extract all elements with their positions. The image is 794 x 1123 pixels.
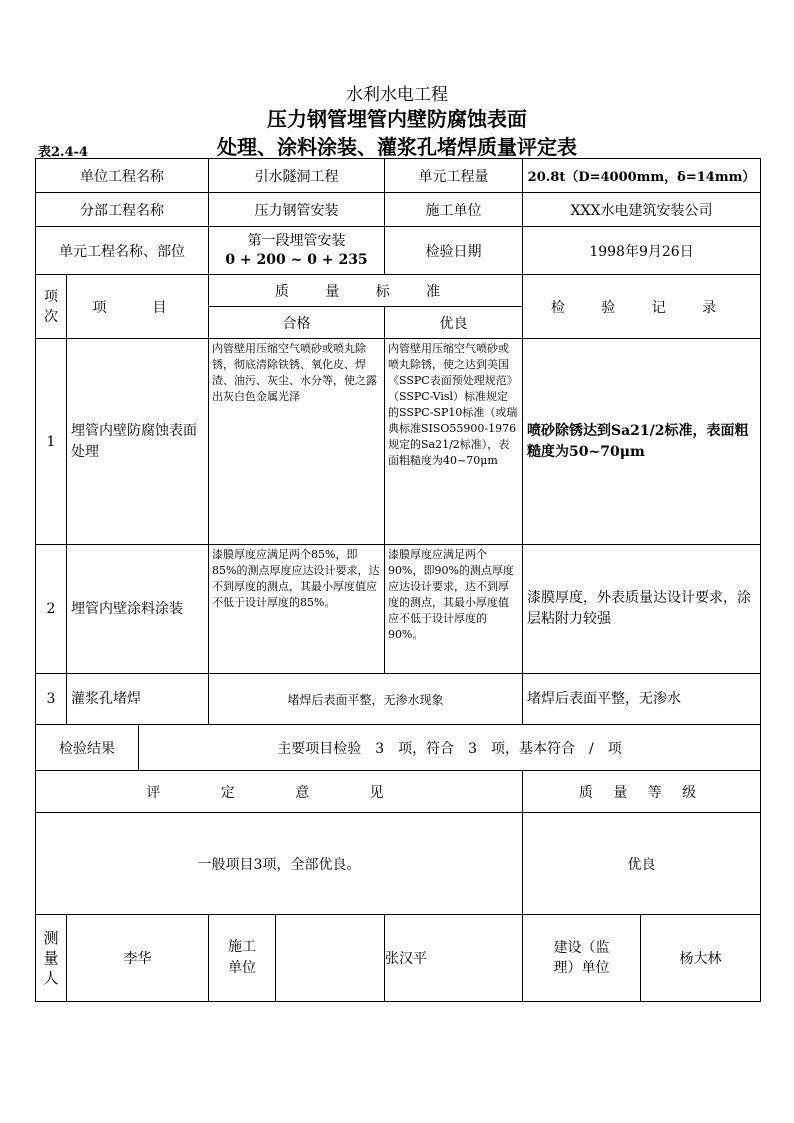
excellent-header: 优良 (385, 307, 523, 339)
result-row (36, 725, 761, 771)
row1-record: 喷砂除锈达到Sa21/2标准，表面粗糙度为50~70μm (523, 339, 761, 545)
row2-no: 2 (36, 545, 67, 674)
record-header: 检 验 记 录 (523, 275, 761, 339)
construction-value (385, 915, 523, 1002)
unit-quantity-label: 单元工程量 (385, 159, 523, 193)
row3-no: 3 (36, 674, 67, 725)
column-header-row-1 (36, 275, 761, 307)
result-label: 检验结果 (36, 725, 139, 771)
division-value: 压力钢管安装 (209, 193, 385, 227)
row1-qualified: 内管壁用压缩空气喷砂或喷丸除锈，彻底清除铁锈、氧化皮、焊渣、油污、灰尘、水分等，使之露出灰白色金属光泽 (209, 339, 385, 545)
surveyor-value: 李华 (67, 915, 209, 1002)
contractor-value: XXX水电建筑安装公司 (523, 193, 761, 227)
seq-header: 项次 (36, 275, 67, 339)
construction-signer: 张汉平 (385, 951, 427, 967)
supervisor-label: 建设（监理）单位 (523, 915, 641, 1002)
construction-spacer (276, 915, 384, 1001)
opinion-value: 一般项目3项，全部优良。 (36, 813, 523, 915)
evaluation-value-row (36, 813, 761, 915)
division-label: 分部工程名称 (36, 193, 209, 227)
supervisor-value: 杨大林 (641, 915, 761, 1002)
row2-record: 漆膜厚度，外表质量达设计要求，涂层粘附力较强 (523, 545, 761, 674)
row1-excellent: 内管壁用压缩空气喷砂或喷丸除锈，使之达到美国《SSPC表面预处理规范》（SSPC-Visl）标准规定的SSPC-SP10标准（或瑞典标准SISO55900-1976规定的Sa21/2标准），表面粗糙度为40~70μm (385, 339, 523, 545)
row3-standard: 堵焊后表面平整，无渗水现象 (209, 674, 523, 725)
info-row-2 (36, 193, 761, 227)
signature-middle (209, 915, 385, 1002)
grade-value: 优良 (523, 813, 761, 915)
row1-item: 埋管内壁防腐蚀表面处理 (67, 339, 209, 545)
unit-quantity-value: 20.8t（D=4000mm，δ=14mm） (523, 159, 761, 193)
contractor-label: 施工单位 (385, 193, 523, 227)
info-row-1 (36, 159, 761, 193)
element-label: 单元工程名称、部位 (36, 227, 209, 275)
element-station: 0 + 200 ~ 0 + 235 (225, 251, 368, 268)
construction-group (209, 915, 384, 1001)
header-line1: 水利水电工程 (346, 85, 448, 105)
date-label: 检验日期 (385, 227, 523, 275)
table-row (36, 545, 761, 674)
unit-project-label: 单位工程名称 (36, 159, 209, 193)
row2-excellent: 漆膜厚度应满足两个90%，即90%的测点厚度应达设计要求，达不到厚度的测点，其最小厚度值应不低于设计厚度的90%。 (385, 545, 523, 674)
date-value: 1998年9月26日 (523, 227, 761, 275)
surveyor-label: 测量人 (36, 915, 67, 1002)
row3-item: 灌浆孔堵焊 (67, 674, 209, 725)
standard-header: 质 量 标 准 (209, 275, 523, 307)
row2-qualified: 漆膜厚度应满足两个85%，即85%的测点厚度应达设计要求，达不到厚度的测点，其最小厚度值应不低于设计厚度的85%。 (209, 545, 385, 674)
element-value (209, 227, 385, 275)
unit-project-value: 引水隧洞工程 (209, 159, 385, 193)
row1-no: 1 (36, 339, 67, 545)
construction-label: 施工单位 (209, 915, 276, 1001)
quality-assessment-table (35, 158, 761, 1002)
grade-label: 质 量 等 级 (523, 771, 761, 813)
table-row (36, 674, 761, 725)
result-text: 主要项目检验 3 项，符合 3 项，基本符合 / 项 (139, 725, 761, 771)
info-row-3 (36, 227, 761, 275)
header-line2: 压力钢管埋管内壁防腐蚀表面 (267, 107, 527, 131)
opinion-label: 评 定 意 见 (36, 771, 523, 813)
item-header: 项 目 (67, 275, 209, 339)
evaluation-header-row (36, 771, 761, 813)
table-row (36, 339, 761, 545)
table-number: 表2.4-4 (38, 145, 89, 160)
qualified-header: 合格 (209, 307, 385, 339)
header-line3: 处理、涂料涂装、灌浆孔堵焊质量评定表 (217, 135, 577, 159)
row3-record: 堵焊后表面平整，无渗水 (523, 674, 761, 725)
row2-item: 埋管内壁涂料涂装 (67, 545, 209, 674)
signature-row (36, 915, 761, 1002)
element-name: 第一段埋管安装 (247, 232, 346, 249)
